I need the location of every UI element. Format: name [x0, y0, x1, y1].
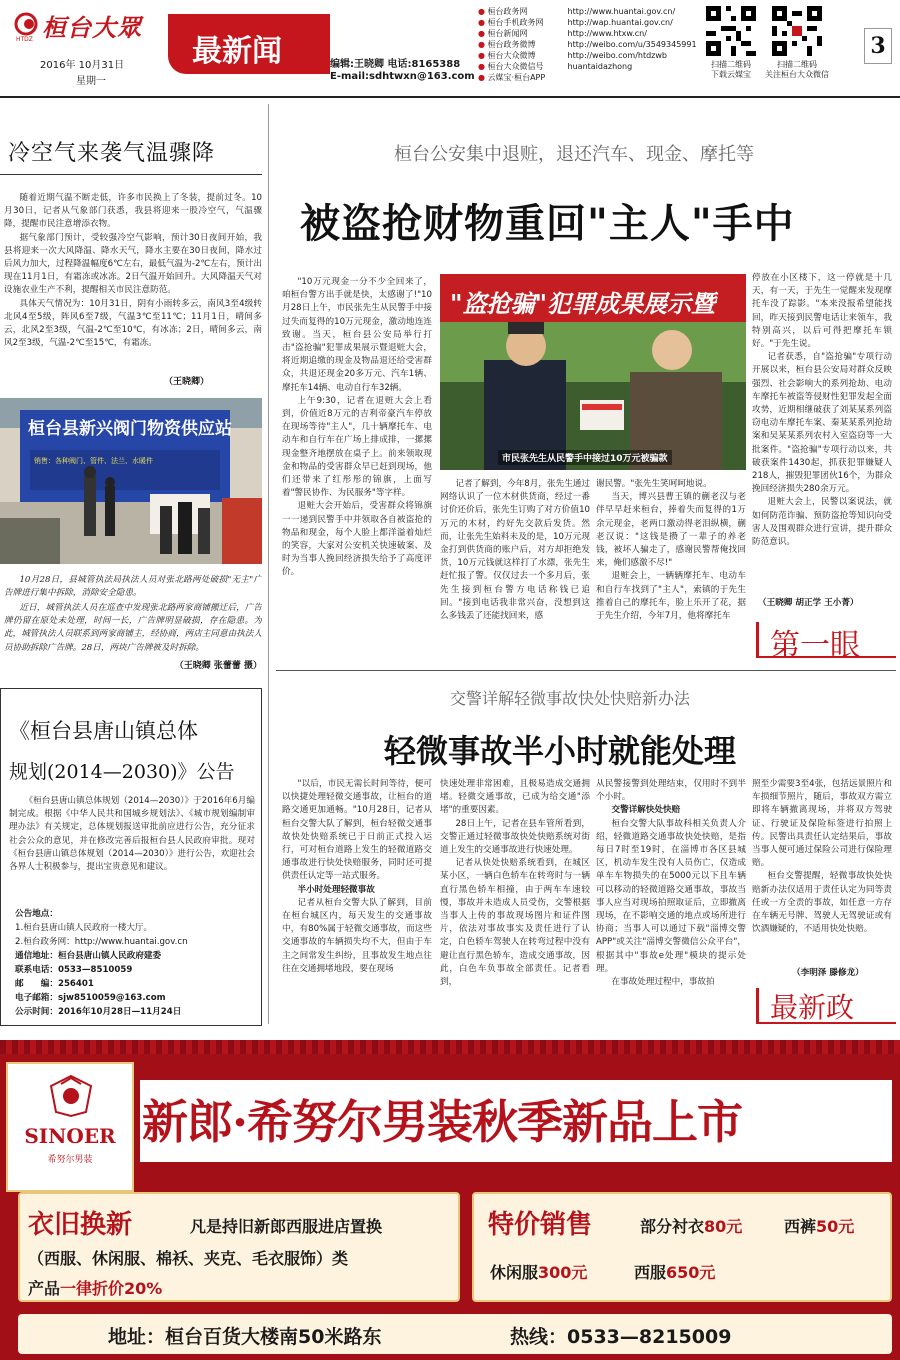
logo-emblem-icon	[14, 12, 38, 36]
photo-left-caption-text: 10月28日，县城管执法局执法人员对张北路两处破损"无主"广告牌进行集中拆除，消除安全隐患。	[4, 575, 262, 599]
ad-trade-in-text2: （西服、休闲服、棉袄、夹克、毛衣服饰）类	[28, 1249, 349, 1268]
notice-box	[0, 688, 262, 1026]
shop-sign-text: 桓台县新兴阀门物资供应站	[28, 419, 232, 439]
media-link-row[interactable]: ● 桓台手机政务网 http://wap.huantai.gov.cn/	[478, 18, 673, 27]
traffic-subhead-1: 半小时处理轻微事故	[297, 884, 375, 895]
traffic-col1: "以后，市民无需长时间等待，便可以快捷处理轻微交通事故，让桓台的道路交通更加通畅。"10月28日，记者从桓台交警大队了解到，桓台轻微交通事故快处快赔系统已于日前正式投入运行，可对桓台道路上发生的轻微道路交通事故进行快处快赔服务，同时还可提供责任认定等一站式服务。 半小时处理轻微事故 记者从桓台交警大队了解到，目前在桓台城区内，每天发生的交通事故中，有80%属于轻微交通事故，而这些交通事故的车辆损失均不大，但由于车主之间常发生纠纷，且事故发生地点往往在交通拥堵地段，要在现场	[282, 779, 432, 974]
police-byline: （王晓卿 胡正学 王小菁）	[758, 598, 859, 608]
shop-sign-subtext: 销售：各种阀门、管件、法兰、水暖件	[34, 457, 153, 465]
police-photo	[440, 274, 746, 470]
mid-rule	[276, 670, 896, 671]
ad-footer-bar	[18, 1314, 892, 1354]
notice-details: 公告地点： 1.桓台县唐山镇人民政府一楼大厅。 2.桓台政务网：http://www.huantai.gov.cn 通信地址：桓台县唐山镇人民政府建委 联系电话：0533—8510059 邮 编：256401 电子邮箱：sjw8510059@163.com 公示时间：2016年10月28日—11月24日	[15, 909, 188, 1017]
notice-body: 《桓台县唐山镇总体规划（2014—2030）》于2016年6月编制完成。根据《中华人民共和国城乡规划法》、《城市规划编制审理办法》有关规定，总体规划报送审批前应进行公告，充分征求社会公众的意见，并在修改完善后报桓台县人民政府审批。现对《桓台县唐山镇总体规划（2014—2030）》进行公告，欢迎社会各界人士积极参与，提出宝贵意见和建议。	[9, 796, 255, 873]
weather-byline: （王晓卿）	[160, 374, 209, 387]
header-rule	[0, 96, 900, 98]
traffic-byline: （李明泽 滕修龙）	[792, 968, 864, 978]
media-link-row[interactable]: ● 云媒宝·桓台APP	[478, 73, 546, 82]
ad-logo-sub: 希努尔男装	[47, 1155, 93, 1165]
media-link-row[interactable]: ● 桓台大众微信号 huantaidazhong	[478, 62, 633, 71]
notice-title-line2: 规划(2014—2030)》公告	[9, 761, 235, 783]
notice-title-line1: 《桓台县唐山镇总体	[9, 719, 198, 743]
tag-first-look-text: 第一眼	[770, 628, 860, 663]
qr1-caption: 扫描二维码 下载云媒宝	[711, 60, 751, 79]
media-link-row[interactable]: ● 桓台政务网 http://www.huantai.gov.cn/	[478, 7, 676, 16]
media-links	[478, 6, 700, 83]
photo-left-byline: （王晓卿 张蕾蕾 摄）	[174, 661, 262, 671]
police-col2: 记者了解到，今年8月，张先生通过网络认识了一位木材供货商，经过一番讨价还价后，张先生订购了对方价值10万元的木材，约好先交款后发货。然而，让张先生始料未及的是，10万元现金打到供货商的账户后，对方却拒绝发货，10万元钱就这样打了水漂，张先生赶忙报了警。仅仅过去一个多月后，张先生接到桓台警方电话称钱已追回。"接到电话我非常兴奋，没想到这么多钱丢了还能找回来，感	[440, 479, 590, 622]
section-title: 最新闻	[192, 34, 282, 69]
qr-code-wechat-icon[interactable]	[772, 6, 822, 56]
ad-address: 地址：桓台百货大楼南50米路东	[108, 1326, 382, 1348]
tag-new-policy-text: 最新政	[770, 991, 855, 1024]
qr-code-app-icon[interactable]	[706, 6, 756, 56]
ad-trade-in-panel	[18, 1192, 460, 1302]
sinoer-ad[interactable]	[0, 1040, 900, 1360]
logo	[14, 8, 164, 48]
police-col4: 停放在小区楼下，这一停就是十几天，有一天，于先生一觉醒来发现摩托车没了踪影。"本来没报希望能找回，昨天接到民警电话让来领车，我特别高兴，以后可得把摩托车锁好。"于先生说。 记者获悉，自"盗抢骗"专项行动开展以来，桓台县公安局对群众反映强烈、社会影响大的系列抢劫、电动车摩托车被盗等侵财性犯罪发起全面攻势，近期相继破获了刘某某系列盗窃电动车摩托车案、秦某某系列抢劫案和吴某某系列农村入室盗窃等一大批案件。"盗抢骗"专项行动以来，共破获案件1430起，抓获犯罪嫌疑人218人，摧毁犯罪团伙16个，为群众挽回经济损失280余万元。 退赃大会上，民警以案说法，就如何防范诈骗、预防盗抢等知识向受害人及围观群众进行宣讲，提升群众防范意识。	[752, 273, 892, 548]
police-title: 被盗抢财物重回"主人"手中	[300, 200, 795, 247]
traffic-subhead-2: 交警详解快处快赔	[611, 805, 681, 816]
masthead	[0, 0, 900, 94]
ad-headline: 新郎·希努尔男装秋季新品上市	[142, 1095, 743, 1149]
ad-logo-box	[6, 1062, 134, 1192]
traffic-kicker: 交警详解轻微事故快处快赔新办法	[450, 689, 691, 708]
media-link-row[interactable]: ● 桓台大众微博 http://weibo.com/htdzwb	[478, 51, 667, 60]
ad-hotline[interactable]: 热线：0533—8215009	[510, 1326, 732, 1348]
ad-trade-in-text3: 产品一律折价20%	[28, 1279, 163, 1298]
weather-title: 冷空气来袭气温骤降	[8, 141, 216, 166]
traffic-col2: 快速处理非常困难，且极易造成交通拥堵。轻微交通事故，已成为给交通"添堵"的重要因素。 28日上午，记者在县车管所看到，交警正通过轻微事故快处快赔系统对街道上发生的交通事故进行快速处理。 记者从快处快赔系统看到，在城区某小区，一辆白色轿车在转弯时与一辆直行黑色轿车相撞，由于两车车速较慢，事故并未造成人员受伤，交警根据当事人上传的事故现场图片和证件图片，依法对事故事实及责任进行了认定，白色轿车驾驶人在转弯过程中没有避让直行黑色轿车，造成交通事故，因此，白色车负事故全部责任。记者看到，	[440, 779, 590, 988]
traffic-title: 轻微事故半小时就能处理	[384, 732, 737, 770]
sinoer-crest-icon	[46, 1074, 96, 1118]
issue-date: 2016年 10月31日	[40, 60, 125, 71]
logo-sub: HTDZ	[16, 36, 33, 43]
weather-title-rule	[0, 174, 262, 175]
traffic-col3: 从民警接警到处理结束，仅用时不到半个小时。 交警详解快处快赔 桓台交警大队事故科相关负责人介绍，轻微道路交通事故快处快赔，是指每日7时至19时，在淄博市各区县城区，机动车发生没有人员伤亡，仅造成单车车物损失的在5000元以下且车辆可以移动的轻微道路交通事故，事故当事人应当对现场拍照取证后，立即撤离现场，在不影响交通的地点或场所进行协商；当事人可以通过下载"淄博交警APP"或关注"淄博交警微信公众平台"，根据其中"事故e处理"模块的提示处理。 在事故处理过程中，事故拍	[596, 779, 746, 988]
media-link-row[interactable]: ● 桓台政务微博 http://weibo.com/u/3549345991	[478, 40, 697, 49]
ad-top-band	[0, 1040, 900, 1054]
qr2-caption: 扫描二维码 关注桓台大众微信	[765, 60, 829, 79]
tag-new-policy	[756, 980, 896, 1028]
photo-left-caption	[4, 574, 262, 684]
ad-trade-in-title: 衣旧换新	[28, 1210, 133, 1240]
ad-logo-text: SINOER	[24, 1124, 116, 1148]
section-tab	[168, 14, 330, 74]
weather-body: 随着近期气温不断走低，许多市民换上了冬装，提前过冬。10月30日，记者从气象部门获悉，我县将迎来一股冷空气，气温骤降，提醒市民注意增添衣物。 据气象部门预计，受较强冷空气影响，预计30日夜间开始，我县将迎来一次大风降温、降水天气，降水主要在30日夜间，降水过后风力加大，过程降温幅度6℃左右，最低气温为-2℃左右，预计出现在11月1日，有霜冻或冰冻。2日气温开始回升。大风降温天气对设施农业生产不利，提醒相关市民注意防范。 具体天气情况为：10月31日，阴有小雨转多云，南风3至4级转北风4至5级，阵风6至7级，气温3℃至11℃；11月1日，晴间多云，北风2至3级，气温-2℃至10℃，有冰冻；2日，晴间多云，南风2至3级，气温-2℃至15℃，有霜冻。	[4, 193, 262, 349]
police-photo-caption: 市民张先生从民警手中接过10万元被骗款	[498, 450, 672, 465]
ad-headline-bar	[140, 1080, 892, 1162]
media-link-row[interactable]: ● 桓台新闻网 http://www.htxw.cn/	[478, 29, 647, 38]
ad-sale-item: 部分衬衣80元	[640, 1217, 743, 1236]
ad-sale-panel	[472, 1192, 892, 1302]
weather-article	[0, 104, 270, 394]
editor-line: 编辑:王晓卿 电话:8165388	[330, 59, 461, 70]
page-number: 3	[870, 33, 886, 59]
ad-sale-title: 特价销售	[488, 1210, 593, 1240]
ad-sale-item: 西裤50元	[784, 1217, 855, 1236]
police-col3: 谢民警。"张先生笑呵呵地说。 当天，博兴县曹王镇的蒯老汉与老伴早早赶来桓台，捧着失而复得的1万余元现金，老两口激动得老泪纵横，蒯老汉说："这钱是攒了一辈子的养老钱，被坏人骗走了，感谢民警帮俺找回来，俺们感激不尽!" 退赃会上，一辆辆摩托车、电动车和自行车找到了"主人"，索镇的于先生推着自己的摩托车，脸上乐开了花，据于先生介绍，今年7月，他将摩托车	[596, 479, 746, 622]
tag-first-look	[756, 612, 896, 664]
ad-sale-item: 西服650元	[634, 1263, 716, 1282]
ad-sale-item: 休闲服300元	[490, 1263, 588, 1282]
ad-trade-in-text1: 凡是持旧新郎西服进店置换	[190, 1217, 383, 1236]
column-divider	[268, 104, 269, 1024]
police-kicker: 桓台公安集中退赃，退还汽车、现金、摩托等	[394, 144, 754, 165]
logo-text: 桓台大眾	[42, 13, 142, 42]
editor-email: E-mail:sdhtwxn@163.com	[330, 71, 475, 82]
police-col1: "10万元现金一分不少全回来了，咱桓台警方出手就是快，太感谢了!"10月28日上午，市民张先生从民警手中接过失而复得的10万元现金，激动地连连致谢。当天，桓台县公安局举行打击"盗抢骗"犯罪成果展示暨退赃大会，将近期追缴的现金及物品退还给受害群众，共退还现金20多万元、汽车1辆、摩托车14辆、电动自行车32辆。 上午9:30，记者在退赃大会上看到，价值近8万元的吉利帝豪汽车停放在现场等待"主人"，几十辆摩托车、电动车和自行车在广场上排成排，一摞摞现金整齐地摆放在桌子上。前来领取现金和物品的受害群众早已赶到现场，他们还带来了红彤彤的锦旗，上面写着"警民协作、为民服务"等字样。 退赃大会开始后，受害群众将锦旗一一递到民警手中并领取各自被盗抢的物品和现金，每个人脸上都洋溢着灿烂的笑容，大家对公安机关快速破案、及时为当事人挽回经济损失给予了高度评价。	[282, 277, 432, 578]
police-photo-banner: "盗抢骗"犯罪成果展示暨	[450, 289, 716, 318]
traffic-col4: 照至少需要3至4张，包括远景照片和车损细节照片，随后，事故双方需立即将车辆撤离现场，并将双方驾驶证、行驶证及保险标签进行拍照上传。民警出具责任认定结果后，事故当事人便可通过保险公司进行保险理赔。 桓台交警提醒，轻微事故快处快赔新办法仅适用于责任认定为同等责任或一方全责的事故，如任意一方存在车辆无号牌、驾驶人无驾驶证或有饮酒嫌疑的，不适用快处快赔。	[752, 779, 892, 935]
issue-weekday: 星期一	[76, 76, 106, 87]
page-number-box	[864, 28, 892, 64]
shop-sign-photo	[0, 398, 262, 564]
photo-left-body: 近日，城管执法人员在巡查中发现张北路两家商铺搬迁后，广告牌仍留在原处未处理，时间一长，广告牌明显破损，存在隐患。为此，城管执法人员联系到两家商铺主，经协商，两店主同意由执法人员协助拆除广告牌。28日，两块广告牌被及时拆除。	[4, 603, 262, 653]
